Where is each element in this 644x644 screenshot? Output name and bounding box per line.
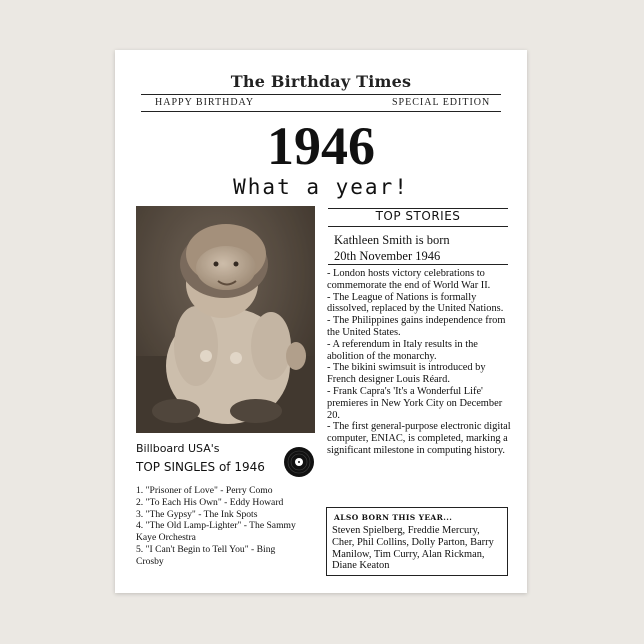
born-rule [328,264,508,265]
headline-tagline: What a year! [233,175,409,199]
headline-year: 1946 [267,116,375,176]
born-announcement [334,232,514,264]
born-name: Kathleen Smith is born [334,233,450,247]
born-date: 20th November 1946 [334,249,441,263]
top-stories-title: TOP STORIES [375,209,461,223]
masthead-rule-top [141,94,501,95]
story-item: - The bikini swimsuit is introduced by French designer Louis Réard. [327,362,486,386]
top-singles-list [136,485,296,568]
masthead-rule-bottom [141,111,501,112]
story-item: - The League of Nations is formally dissolved, replaced by the United Nations. [327,291,504,315]
singles-heading-billboard: Billboard USA's [136,442,220,455]
also-born-names: Steven Spielberg, Freddie Mercury, Cher, Phil Collins, Dolly Parton, Barry Manilow, Tim Curry, Alan Rickman, Diane Keaton [332,525,494,572]
story-item: - The first general-purpose electronic digital computer, ENIAC, is completed, marking a significant milestone in computing history. [327,421,511,456]
story-item: - The Philippines gains independence from the United States. [327,315,506,338]
birthday-newspaper-card [115,50,527,593]
story-item: - London hosts victory celebrations to commemorate the end of World War II. [327,268,491,291]
story-item: - A referendum in Italy results in the abolition of the monarchy. [327,338,478,362]
story-item: - Frank Capra's 'It's a Wonderful Life' premieres in New York City on December 20. [327,385,503,421]
single-item: 2. "To Each His Own" - Eddy Howard [136,496,284,508]
baby-photo-image [136,206,315,433]
single-item: 3. "The Gypsy" - The Ink Spots [136,508,258,520]
also-born-box [326,507,508,576]
singles-heading-title: TOP SINGLES of 1946 [136,460,265,474]
single-item: 5. "I Can't Begin to Tell You" - Bing Crosby [136,543,276,567]
vinyl-record-icon [283,446,315,478]
baby-photo [136,206,315,433]
single-item: 1. "Prisoner of Love" - Perry Como [136,485,273,496]
subhead-special-edition: SPECIAL EDITION [392,97,491,108]
single-item: 4. "The Old Lamp-Lighter" - The Sammy Kaye Orchestra [136,520,296,544]
top-stories-rule-bottom [328,226,508,227]
subhead-happy-birthday: HAPPY BIRTHDAY [155,97,255,108]
masthead-title: The Birthday Times [230,72,412,91]
top-stories-list [327,268,513,457]
also-born-title: ALSO BORN THIS YEAR... [334,513,453,522]
